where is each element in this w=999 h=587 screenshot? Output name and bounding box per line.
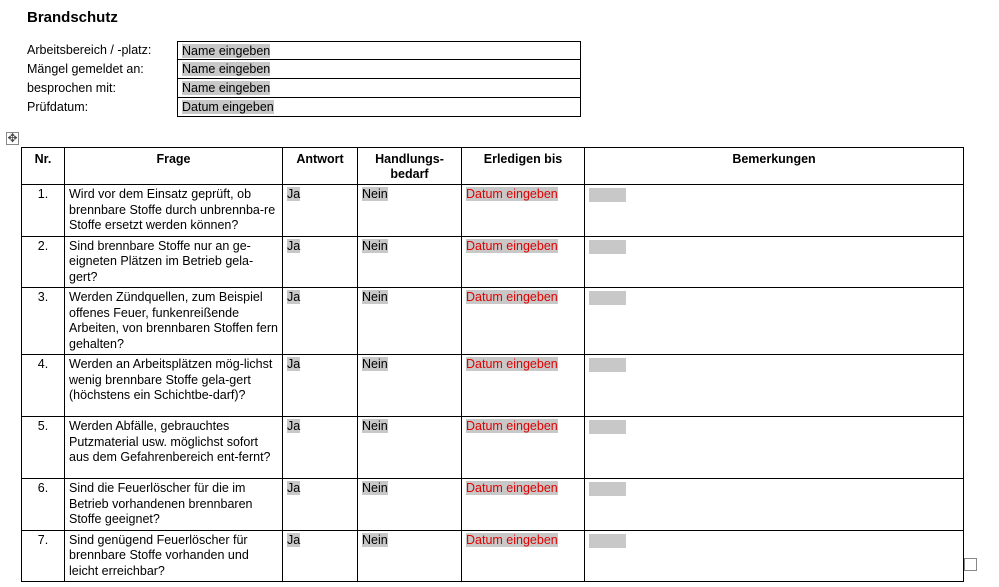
antwort-cell[interactable] bbox=[283, 288, 358, 355]
bemerkungen-field[interactable] bbox=[589, 420, 626, 434]
handlungsbedarf-cell[interactable] bbox=[358, 417, 462, 479]
erledigen-bis-cell[interactable] bbox=[462, 236, 585, 288]
erledigen-bis-cell[interactable] bbox=[462, 185, 585, 237]
row-frage: Sind brennbare Stoffe nur an ge-eigneten Plätzen im Betrieb gela-gert? bbox=[65, 236, 283, 288]
field-placeholder[interactable]: Name eingeben bbox=[182, 62, 271, 76]
row-frage: Wird vor dem Einsatz geprüft, ob brennbare Stoffe durch unbrennba-re Stoffe ersetzt werden können? bbox=[65, 185, 283, 237]
handlungsbedarf-dropdown[interactable]: Nein bbox=[362, 419, 388, 433]
row-frage: Sind die Feuerlöscher für die im Betrieb vorhandenen brennbaren Stoffe geeignet? bbox=[65, 479, 283, 531]
form-label: besprochen mit: bbox=[27, 81, 116, 95]
bemerkungen-field[interactable] bbox=[589, 482, 626, 496]
table-row bbox=[22, 288, 964, 355]
arbeitsbereich-field[interactable] bbox=[177, 41, 581, 60]
bemerkungen-cell[interactable] bbox=[585, 530, 964, 582]
row-nr: 3. bbox=[22, 288, 65, 355]
field-placeholder[interactable]: Name eingeben bbox=[182, 81, 271, 95]
antwort-cell[interactable] bbox=[283, 355, 358, 417]
date-picker[interactable]: Datum eingeben bbox=[466, 357, 558, 371]
header-handlungsbedarf: Handlungs- bedarf bbox=[358, 148, 462, 185]
table-header-row bbox=[22, 148, 964, 185]
antwort-cell[interactable] bbox=[283, 417, 358, 479]
date-picker[interactable]: Datum eingeben bbox=[466, 238, 558, 253]
pruefdatum-field[interactable] bbox=[177, 98, 581, 117]
antwort-cell[interactable] bbox=[283, 185, 358, 237]
bemerkungen-cell[interactable] bbox=[585, 479, 964, 531]
handlungsbedarf-cell[interactable] bbox=[358, 288, 462, 355]
bemerkungen-cell[interactable] bbox=[585, 417, 964, 479]
antwort-dropdown[interactable]: Ja bbox=[287, 419, 301, 433]
bemerkungen-cell[interactable] bbox=[585, 185, 964, 237]
form-label: Prüfdatum: bbox=[27, 100, 89, 114]
form-label: Arbeitsbereich / -platz: bbox=[27, 43, 152, 57]
row-frage: Werden Zündquellen, zum Beispiel offenes Feuer, funkenreißende Arbeiten, von brennbaren Stoffen fern gehalten? bbox=[65, 288, 283, 355]
erledigen-bis-cell[interactable] bbox=[462, 288, 585, 355]
antwort-dropdown[interactable]: Ja bbox=[287, 357, 301, 371]
table-row bbox=[22, 530, 964, 582]
bemerkungen-cell[interactable] bbox=[585, 236, 964, 288]
table-row bbox=[22, 417, 964, 479]
handlungsbedarf-cell[interactable] bbox=[358, 185, 462, 237]
row-nr: 1. bbox=[22, 185, 65, 237]
handlungsbedarf-cell[interactable] bbox=[358, 236, 462, 288]
handlungsbedarf-cell[interactable] bbox=[358, 355, 462, 417]
form-row-maengel bbox=[27, 60, 581, 79]
handlungsbedarf-cell[interactable] bbox=[358, 479, 462, 531]
antwort-cell[interactable] bbox=[283, 479, 358, 531]
antwort-dropdown[interactable]: Ja bbox=[287, 290, 301, 304]
date-picker[interactable]: Datum eingeben bbox=[466, 532, 558, 547]
date-picker[interactable]: Datum eingeben bbox=[466, 290, 558, 304]
table-row bbox=[22, 355, 964, 417]
handlungsbedarf-dropdown[interactable]: Nein bbox=[362, 357, 388, 371]
table-row bbox=[22, 236, 964, 288]
antwort-dropdown[interactable]: Ja bbox=[287, 238, 301, 253]
checklist-table bbox=[21, 147, 964, 582]
date-picker[interactable]: Datum eingeben bbox=[466, 187, 558, 201]
page-title: Brandschutz bbox=[27, 9, 118, 26]
row-frage: Werden an Arbeitsplätzen mög-lichst wenig brennbare Stoffe gela-gert (höchstens ein Schichtbe-darf)? bbox=[65, 355, 283, 417]
date-picker[interactable]: Datum eingeben bbox=[466, 419, 558, 433]
besprochen-mit-field[interactable] bbox=[177, 79, 581, 98]
handlungsbedarf-dropdown[interactable]: Nein bbox=[362, 187, 388, 201]
row-nr: 2. bbox=[22, 236, 65, 288]
header-bemerkungen: Bemerkungen bbox=[585, 148, 964, 185]
bemerkungen-cell[interactable] bbox=[585, 288, 964, 355]
bemerkungen-field[interactable] bbox=[589, 188, 626, 202]
antwort-dropdown[interactable]: Ja bbox=[287, 481, 301, 495]
form-row-pruefdatum bbox=[27, 98, 581, 117]
field-placeholder[interactable]: Datum eingeben bbox=[182, 100, 274, 114]
form-label: Mängel gemeldet an: bbox=[27, 62, 144, 76]
header-frage: Frage bbox=[65, 148, 283, 185]
erledigen-bis-cell[interactable] bbox=[462, 479, 585, 531]
table-row bbox=[22, 479, 964, 531]
handlungsbedarf-dropdown[interactable]: Nein bbox=[362, 481, 388, 495]
bemerkungen-field[interactable] bbox=[589, 358, 626, 372]
antwort-dropdown[interactable]: Ja bbox=[287, 187, 301, 201]
maengel-gemeldet-field[interactable] bbox=[177, 60, 581, 79]
field-placeholder[interactable]: Name eingeben bbox=[182, 44, 271, 58]
row-frage: Sind genügend Feuerlöscher für brennbare Stoffe vorhanden und leicht erreichbar? bbox=[65, 530, 283, 582]
bemerkungen-field[interactable] bbox=[589, 291, 626, 305]
bemerkungen-cell[interactable] bbox=[585, 355, 964, 417]
form-row-arbeitsbereich bbox=[27, 41, 581, 60]
erledigen-bis-cell[interactable] bbox=[462, 355, 585, 417]
form-row-besprochen bbox=[27, 79, 581, 98]
table-row bbox=[22, 185, 964, 237]
header-erledigen-bis: Erledigen bis bbox=[462, 148, 585, 185]
antwort-dropdown[interactable]: Ja bbox=[287, 532, 301, 547]
row-nr: 6. bbox=[22, 479, 65, 531]
bemerkungen-field[interactable] bbox=[589, 240, 626, 254]
row-frage: Werden Abfälle, gebrauchtes Putzmaterial usw. möglichst sofort aus dem Gefahrenbereich ent-fernt? bbox=[65, 417, 283, 479]
row-nr: 4. bbox=[22, 355, 65, 417]
handlungsbedarf-dropdown[interactable]: Nein bbox=[362, 290, 388, 304]
header-nr: Nr. bbox=[22, 148, 65, 185]
row-nr: 5. bbox=[22, 417, 65, 479]
header-form bbox=[27, 41, 581, 117]
bemerkungen-field[interactable] bbox=[589, 534, 626, 548]
erledigen-bis-cell[interactable] bbox=[462, 417, 585, 479]
table-resize-handle[interactable] bbox=[964, 558, 977, 571]
antwort-cell[interactable] bbox=[283, 236, 358, 288]
handlungsbedarf-dropdown[interactable]: Nein bbox=[362, 238, 388, 253]
antwort-cell[interactable] bbox=[283, 530, 358, 582]
erledigen-bis-cell[interactable] bbox=[462, 530, 585, 582]
row-nr: 7. bbox=[22, 530, 65, 582]
handlungsbedarf-cell[interactable] bbox=[358, 530, 462, 582]
date-picker[interactable]: Datum eingeben bbox=[466, 481, 558, 495]
table-move-handle-icon[interactable]: ✥ bbox=[7, 131, 18, 145]
header-antwort: Antwort bbox=[283, 148, 358, 185]
handlungsbedarf-dropdown[interactable]: Nein bbox=[362, 532, 388, 547]
